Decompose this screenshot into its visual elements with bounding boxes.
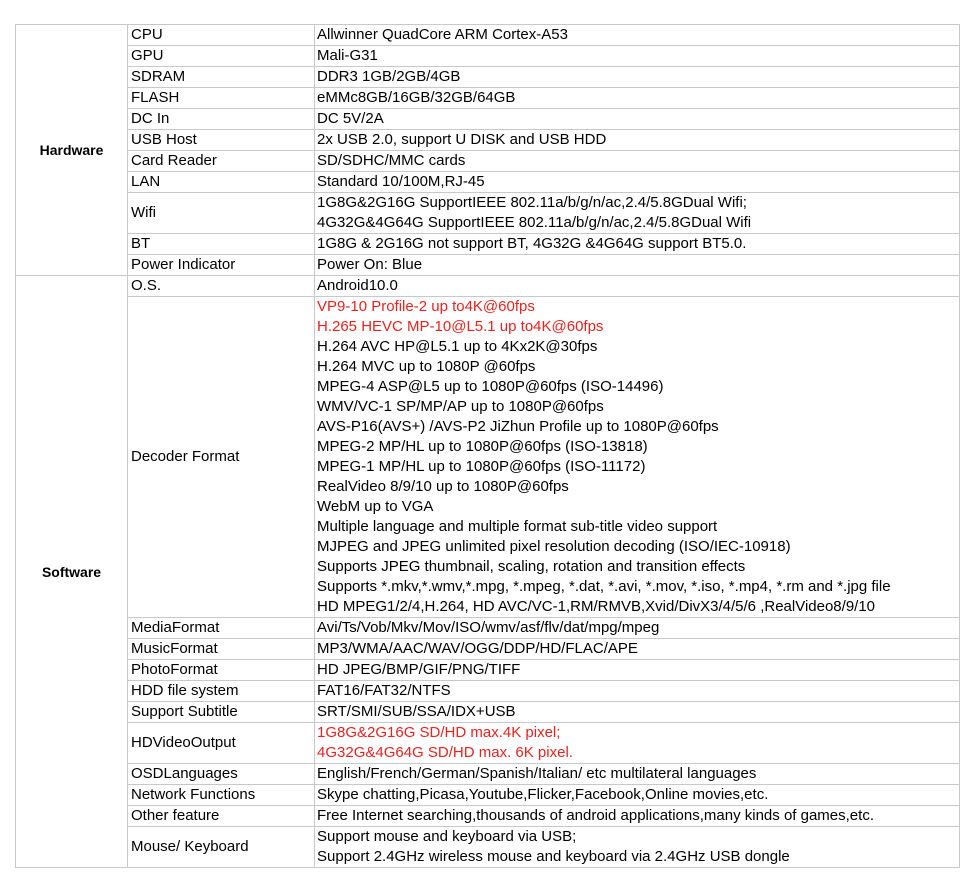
- spec-row: [16, 46, 960, 67]
- spec-value-line: Android10.0: [317, 277, 398, 294]
- spec-label: BT: [128, 234, 315, 255]
- spec-row: [16, 67, 960, 88]
- spec-row: [16, 172, 960, 193]
- spec-row: [16, 130, 960, 151]
- spec-value-line: DC 5V/2A: [317, 110, 384, 127]
- spec-value-line: VP9-10 Profile-2 up to4K@60fps: [317, 298, 535, 315]
- spec-value: [315, 67, 960, 88]
- spec-value: [315, 702, 960, 723]
- spec-value: [315, 618, 960, 639]
- spec-value-line: H.265 HEVC MP-10@L5.1 up to4K@60fps: [317, 318, 604, 335]
- spec-value: [315, 660, 960, 681]
- spec-label: LAN: [128, 172, 315, 193]
- spec-value: [315, 255, 960, 276]
- spec-value-line: Avi/Ts/Vob/Mkv/Mov/ISO/wmv/asf/flv/dat/mpg/mpeg: [317, 619, 660, 636]
- spec-value-line: Free Internet searching,thousands of android applications,many kinds of games,etc.: [317, 807, 874, 824]
- spec-value: [315, 193, 960, 234]
- spec-value-line: SRT/SMI/SUB/SSA/IDX+USB: [317, 703, 516, 720]
- spec-value-line: eMMc8GB/16GB/32GB/64GB: [317, 89, 516, 106]
- spec-label: PhotoFormat: [128, 660, 315, 681]
- spec-value-line: DDR3 1GB/2GB/4GB: [317, 68, 461, 85]
- spec-label: Wifi: [128, 193, 315, 234]
- spec-label: Power Indicator: [128, 255, 315, 276]
- spec-value-line: Power On: Blue: [317, 256, 423, 273]
- spec-row: [16, 234, 960, 255]
- spec-value-line: MP3/WMA/AAC/WAV/OGG/DDP/HD/FLAC/APE: [317, 640, 638, 657]
- spec-label: Other feature: [128, 806, 315, 827]
- spec-row: [16, 255, 960, 276]
- spec-label: Network Functions: [128, 785, 315, 806]
- spec-value-line: MJPEG and JPEG unlimited pixel resolution decoding (ISO/IEC-10918): [317, 538, 791, 555]
- spec-row: [16, 109, 960, 130]
- spec-row: [16, 660, 960, 681]
- spec-value: [315, 276, 960, 297]
- spec-value-line: English/French/German/Spanish/Italian/ etc multilateral languages: [317, 765, 757, 782]
- spec-value-line: 2x USB 2.0, support U DISK and USB HDD: [317, 131, 607, 148]
- spec-row: [16, 702, 960, 723]
- spec-row: [16, 785, 960, 806]
- spec-row: [16, 276, 960, 297]
- spec-value: [315, 764, 960, 785]
- spec-label: MediaFormat: [128, 618, 315, 639]
- spec-table-body: [16, 25, 960, 868]
- spec-value: [315, 681, 960, 702]
- spec-row: [16, 151, 960, 172]
- spec-value-line: HD MPEG1/2/4,H.264, HD AVC/VC-1,RM/RMVB,Xvid/DivX3/4/5/6 ,RealVideo8/9/10: [317, 598, 876, 615]
- spec-label: CPU: [128, 25, 315, 46]
- spec-label: Decoder Format: [128, 297, 315, 618]
- spec-value: [315, 46, 960, 67]
- spec-value-line: 1G8G & 2G16G not support BT, 4G32G &4G64G support BT5.0.: [317, 235, 747, 252]
- spec-value-line: Allwinner QuadCore ARM Cortex-A53: [317, 26, 568, 43]
- spec-value-line: Mali-G31: [317, 47, 378, 64]
- spec-value: [315, 130, 960, 151]
- spec-value-line: WebM up to VGA: [317, 498, 434, 515]
- spec-label: FLASH: [128, 88, 315, 109]
- spec-value: [315, 785, 960, 806]
- spec-value-line: Standard 10/100M,RJ-45: [317, 173, 485, 190]
- spec-row: [16, 723, 960, 764]
- spec-value-line: Multiple language and multiple format sub-title video support: [317, 518, 718, 535]
- spec-value: [315, 723, 960, 764]
- spec-row: [16, 827, 960, 868]
- spec-row: [16, 639, 960, 660]
- hardware-group-label: Hardware: [16, 25, 128, 276]
- spec-value: [315, 827, 960, 868]
- spec-label: OSDLanguages: [128, 764, 315, 785]
- spec-value: [315, 234, 960, 255]
- spec-label: Mouse/ Keyboard: [128, 827, 315, 868]
- spec-label: GPU: [128, 46, 315, 67]
- spec-value: [315, 25, 960, 46]
- spec-row: [16, 806, 960, 827]
- spec-value-line: MPEG-4 ASP@L5 up to 1080P@60fps (ISO-14496): [317, 378, 664, 395]
- spec-value-line: 1G8G&2G16G SD/HD max.4K pixel;: [317, 724, 561, 741]
- spec-table: [15, 24, 960, 868]
- spec-value-line: 4G32G&4G64G SupportIEEE 802.11a/b/g/n/ac,2.4/5.8GDual Wifi: [317, 214, 752, 231]
- spec-value-line: 4G32G&4G64G SD/HD max. 6K pixel.: [317, 744, 573, 761]
- spec-label: MusicFormat: [128, 639, 315, 660]
- spec-label: SDRAM: [128, 67, 315, 88]
- spec-value: [315, 172, 960, 193]
- spec-row: [16, 681, 960, 702]
- spec-value-line: AVS-P16(AVS+) /AVS-P2 JiZhun Profile up to 1080P@60fps: [317, 418, 719, 435]
- spec-value: [315, 639, 960, 660]
- spec-value-line: Support 2.4GHz wireless mouse and keyboard via 2.4GHz USB dongle: [317, 848, 790, 865]
- spec-value-line: H.264 AVC HP@L5.1 up to 4Kx2K@30fps: [317, 338, 598, 355]
- spec-value-line: H.264 MVC up to 1080P @60fps: [317, 358, 536, 375]
- spec-row: [16, 297, 960, 618]
- spec-label: Support Subtitle: [128, 702, 315, 723]
- spec-value: [315, 151, 960, 172]
- spec-label: USB Host: [128, 130, 315, 151]
- spec-label: O.S.: [128, 276, 315, 297]
- spec-value-line: Support mouse and keyboard via USB;: [317, 828, 577, 845]
- spec-row: [16, 618, 960, 639]
- spec-value-line: WMV/VC-1 SP/MP/AP up to 1080P@60fps: [317, 398, 604, 415]
- spec-value: [315, 806, 960, 827]
- spec-label: HDD file system: [128, 681, 315, 702]
- spec-value-line: FAT16/FAT32/NTFS: [317, 682, 451, 699]
- software-group-label: Software: [16, 276, 128, 868]
- spec-row: [16, 25, 960, 46]
- spec-value-line: Supports *.mkv,*.wmv,*.mpg, *.mpeg, *.dat, *.avi, *.mov, *.iso, *.mp4, *.rm and *.jpg file: [317, 578, 891, 595]
- spec-value-line: MPEG-2 MP/HL up to 1080P@60fps (ISO-13818): [317, 438, 648, 455]
- spec-value-line: SD/SDHC/MMC cards: [317, 152, 466, 169]
- spec-label: DC In: [128, 109, 315, 130]
- spec-label: Card Reader: [128, 151, 315, 172]
- spec-row: [16, 193, 960, 234]
- spec-value-line: Supports JPEG thumbnail, scaling, rotation and transition effects: [317, 558, 746, 575]
- spec-value-line: Skype chatting,Picasa,Youtube,Flicker,Facebook,Online movies,etc.: [317, 786, 769, 803]
- spec-label: HDVideoOutput: [128, 723, 315, 764]
- spec-value-line: HD JPEG/BMP/GIF/PNG/TIFF: [317, 661, 521, 678]
- spec-value: [315, 88, 960, 109]
- spec-value: [315, 109, 960, 130]
- spec-row: [16, 764, 960, 785]
- spec-value-line: RealVideo 8/9/10 up to 1080P@60fps: [317, 478, 569, 495]
- spec-row: [16, 88, 960, 109]
- spec-value: [315, 297, 960, 618]
- spec-value-line: 1G8G&2G16G SupportIEEE 802.11a/b/g/n/ac,2.4/5.8GDual Wifi;: [317, 194, 747, 211]
- spec-value-line: MPEG-1 MP/HL up to 1080P@60fps (ISO-11172): [317, 458, 646, 475]
